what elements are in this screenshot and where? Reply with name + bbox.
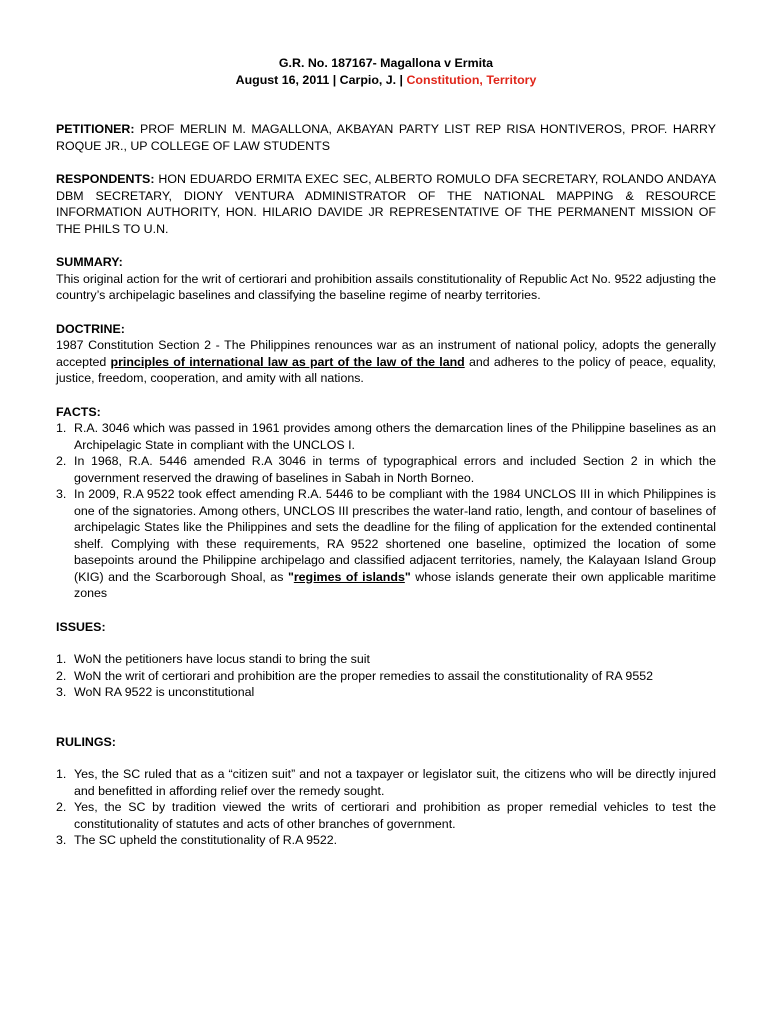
issues-section — [56, 619, 716, 701]
case-number-line: G.R. No. 187167- Magallona v Ermita — [278, 56, 494, 70]
case-digest-page — [56, 55, 716, 849]
case-title — [56, 55, 716, 88]
list-number: 2. — [56, 668, 67, 683]
list-text-after: whose islands generate their own applicable maritime zones — [74, 569, 716, 600]
doctrine-emphasis: principles of international law as part of the law of the land — [110, 354, 465, 369]
list-number: 3. — [56, 685, 67, 699]
date-judge: August 16, 2011 | Carpio, J. | — [235, 72, 404, 87]
list-text: In 2009, R.A 9522 took effect amending R.A. 5446 to be compliant with the 1984 UNCLOS III in which Philippines is one of the signatories. Among others, UNCLOS III prescribes the water-land ratio, length, and contour of baselines of archipelagic States like the Philippines and sets the deadline for the filing of application for the extended continental shelf. Complying with these requirements, RA 9522 shortened one baseline, optimized the location of some basepoints around the Philippine archipelago and classified adjacent territories, namely, the Kalayaan Island Group (KIG) and the Scarborough Shoal, as — [74, 487, 716, 584]
list-number: 3. — [56, 487, 67, 501]
rulings-label: RULINGS: — [56, 734, 116, 749]
summary-section — [56, 254, 716, 304]
list-number: 1. — [56, 652, 67, 666]
list-item — [56, 420, 716, 453]
petitioner-section — [56, 121, 716, 154]
respondents-label: RESPONDENTS: — [56, 172, 155, 186]
list-number: 2. — [56, 800, 67, 814]
summary-label: SUMMARY: — [56, 255, 123, 269]
doctrine-text-before: 1987 Constitution Section 2 - The Philippines renounces war as an instrument of national policy, adopts the generally accepted — [56, 338, 716, 369]
list-text: R.A. 3046 which was passed in 1961 provides among others the demarcation lines of the Philippine baselines as an Archipelagic State in compliant with the UNCLOS I. — [74, 421, 716, 452]
petitioner-text: PROF MERLIN M. MAGALLONA, AKBAYAN PARTY LIST REP RISA HONTIVEROS, PROF. HARRY ROQUE JR., UP COLLEGE OF LAW STUDENTS — [56, 122, 716, 153]
list-item — [56, 453, 716, 486]
list-number: 2. — [56, 454, 67, 468]
list-item — [56, 766, 716, 799]
issues-label: ISSUES: — [56, 619, 106, 634]
respondents-section — [56, 171, 716, 237]
list-item — [56, 651, 716, 668]
rulings-list — [56, 766, 716, 849]
list-text: WoN the writ of certiorari and prohibition are the proper remedies to assail the constitutionality of RA 9552 — [74, 668, 653, 683]
list-text: Yes, the SC ruled that as a “citizen suit” and not a taxpayer or legislator suit, the citizens who will be directly injured and benefitted in affording relief over the remedy sought. — [74, 767, 716, 798]
list-item — [56, 684, 716, 701]
list-text: Yes, the SC by tradition viewed the writs of certiorari and prohibition as proper remedial vehicles to test the constitutionality of statutes and acts of other branches of government. — [74, 800, 716, 831]
list-number: 3. — [56, 833, 67, 847]
doctrine-section — [56, 321, 716, 387]
date-judge-line — [56, 72, 716, 89]
doctrine-label: DOCTRINE: — [56, 321, 125, 336]
petitioner-label: PETITIONER: — [56, 122, 135, 136]
rulings-section — [56, 734, 716, 849]
list-text: WoN the petitioners have locus standi to bring the suit — [74, 652, 370, 666]
list-item — [56, 799, 716, 832]
issues-list — [56, 651, 716, 701]
facts-label: FACTS: — [56, 404, 101, 419]
facts-section — [56, 404, 716, 602]
doctrine-text — [56, 337, 716, 387]
list-text: The SC upheld the constitutionality of R.A 9522. — [74, 833, 338, 847]
summary-text: This original action for the writ of certiorari and prohibition assails constitutionality of Republic Act No. 9522 adjusting the country’s archipelagic baselines and classifying the baseline regime of nearby territories. — [56, 271, 716, 302]
facts-list — [56, 420, 716, 602]
list-text: In 1968, R.A. 5446 amended R.A 3046 in terms of typographical errors and included Section 2 in which the government reserved the drawing of baselines in Sabah in North Borneo. — [74, 454, 716, 485]
list-item — [56, 832, 716, 849]
list-text: WoN RA 9522 is unconstitutional — [74, 685, 255, 699]
respondents-text: HON EDUARDO ERMITA EXEC SEC, ALBERTO ROMULO DFA SECRETARY, ROLANDO ANDAYA DBM SECRETARY, DIONY VENTURA ADMINISTRATOR OF THE NATIONAL MAPPING & RESOURCE INFORMATION AUTHORITY, HON. HILARIO DAVIDE JR REPRESENTATIVE OF THE PERMANENT MISSION OF THE PHILS TO U.N. — [56, 172, 716, 236]
list-item — [56, 668, 716, 685]
list-number: 1. — [56, 767, 67, 781]
regimes-of-islands-emphasis: regimes of islands — [293, 569, 405, 584]
quote-mark: "regimes of islands" — [287, 569, 411, 584]
case-topics: Constitution, Territory — [406, 72, 537, 87]
list-item — [56, 486, 716, 602]
doctrine-text-after: and adheres to the policy of peace, equality, justice, freedom, cooperation, and amity with all nations. — [56, 354, 716, 385]
list-number: 1. — [56, 421, 67, 435]
